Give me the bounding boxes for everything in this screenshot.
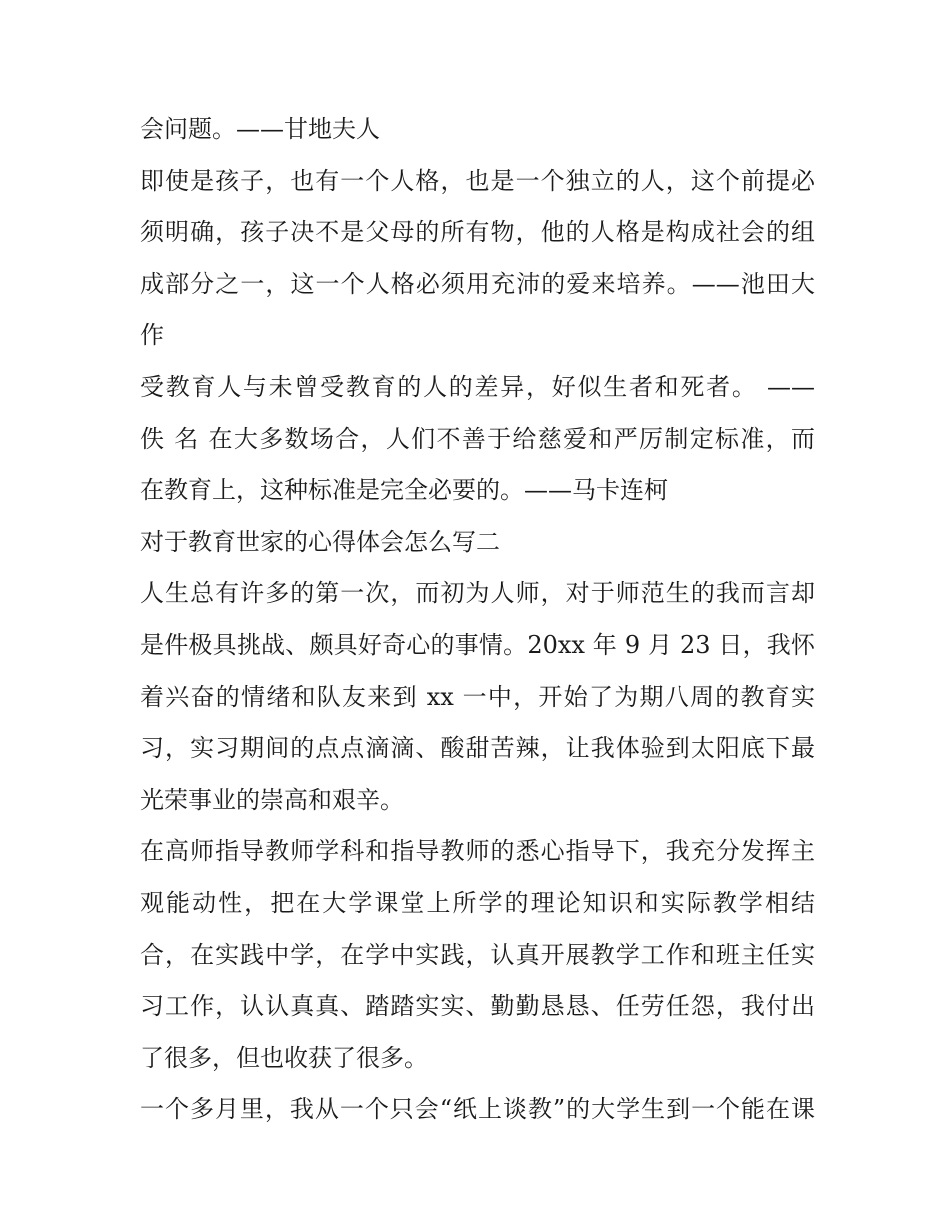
document-page bbox=[140, 104, 815, 1136]
text-line: 会问题。——甘地夫人 bbox=[140, 115, 380, 143]
text-line: 作 bbox=[140, 321, 164, 350]
text-line: 着兴奋的情绪和队友来到 xx 一中，开始了为期八周的教育实 bbox=[140, 682, 815, 711]
text-line: 是件极具挑战、颇具好奇心的事情。20xx 年 9 月 23 日，我怀 bbox=[140, 630, 815, 659]
text-line: 习，实习期间的点点滴滴、酸甜苦辣，让我体验到太阳底下最 bbox=[140, 734, 815, 763]
text-line: 了很多，但也收获了很多。 bbox=[140, 1043, 428, 1072]
text-line: 习工作，认认真真、踏踏实实、勤勤恳恳、任劳任怨，我付出 bbox=[140, 992, 815, 1021]
text-line: 佚 名 在大多数场合，人们不善于给慈爱和严厉制定标准，而 bbox=[140, 424, 815, 453]
text-line: 须明确，孩子决不是父母的所有物，他的人格是构成社会的组 bbox=[140, 218, 815, 247]
text-line: 受教育人与未曾受教育的人的差异，好似生者和死者。 —— bbox=[140, 372, 815, 401]
text-line: 在教育上，这种标准是完全必要的。——马卡连柯 bbox=[140, 476, 668, 505]
text-line: 在高师指导教师学科和指导教师的悉心指导下，我充分发挥主 bbox=[140, 837, 815, 866]
text-line: 即使是孩子，也有一个人格，也是一个独立的人，这个前提必 bbox=[140, 166, 815, 195]
text-line: 光荣事业的崇高和艰辛。 bbox=[140, 785, 404, 814]
text-line: 一个多月里，我从一个只会“纸上谈教”的大学生到一个能在课 bbox=[140, 1095, 815, 1124]
text-line: 成部分之一，这一个人格必须用充沛的爱来培养。——池田大 bbox=[140, 269, 815, 298]
text-line: 人生总有许多的第一次，而初为人师，对于师范生的我而言却 bbox=[140, 579, 815, 608]
text-line: 观能动性，把在大学课堂上所学的理论知识和实际教学相结 bbox=[140, 888, 815, 917]
section-heading: 对于教育世家的心得体会怎么写二 bbox=[140, 527, 500, 556]
text-line: 合，在实践中学，在学中实践，认真开展教学工作和班主任实 bbox=[140, 940, 815, 969]
